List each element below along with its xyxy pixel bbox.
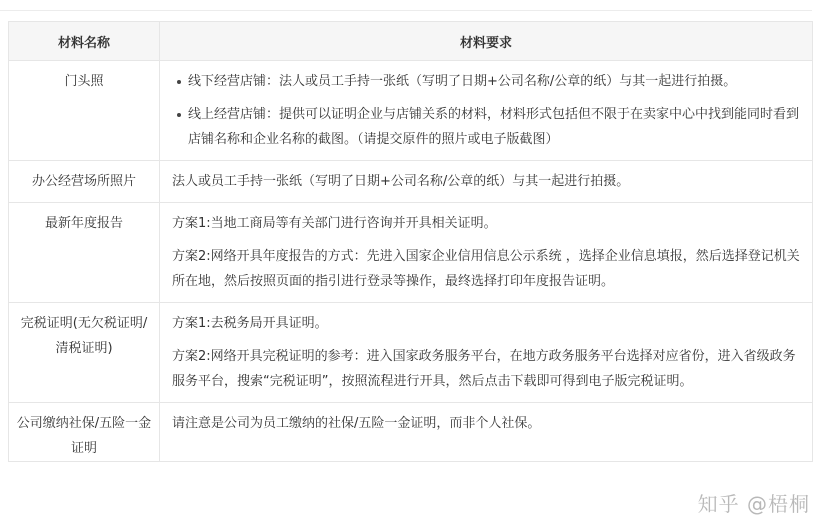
- requirement-paragraph: 请注意是公司为员工缴纳的社保/五险一金证明，而非个人社保。: [172, 416, 541, 431]
- materials-table: [8, 21, 813, 462]
- table-row: [9, 303, 813, 403]
- requirement-paragraph: 方案1:当地工商局等有关部门进行咨询并开具相关证明。: [172, 216, 497, 231]
- requirement-bullet: 线下经营店铺：法人或员工手持一张纸（写明了日期+公司名称/公章的纸）与其一起进行拍摄。: [172, 69, 802, 94]
- table-row: [9, 403, 813, 462]
- requirement-paragraph: 方案2:网络开具年度报告的方式：先进入国家企业信用信息公示系统 ，选择企业信息填报，然后选择登记机关所在地，然后按照页面的指引进行登录等操作，最终选择打印年度报告证明。: [172, 249, 800, 289]
- header-material-name: 材料名称: [9, 22, 160, 61]
- requirement-bullet: 线上经营店铺：提供可以证明企业与店铺关系的材料，材料形式包括但不限于在卖家中心中找到能同时看到店铺名称和企业名称的截图。（请提交原件的照片或电子版截图）: [172, 102, 802, 152]
- top-divider: [0, 10, 812, 11]
- requirement-paragraph: 方案2:网络开具完税证明的参考：进入国家政务服务平台，在地方政务服务平台选择对应省份，进入省级政务服务平台，搜索“完税证明”，按照流程进行开具，然后点击下载即可得到电子版完税证明。: [172, 349, 796, 389]
- requirement-paragraph: 方案1:去税务局开具证明。: [172, 316, 328, 331]
- table-header-row: [9, 22, 813, 61]
- requirement-paragraph: 法人或员工手持一张纸（写明了日期+公司名称/公章的纸）与其一起进行拍摄。: [172, 174, 630, 189]
- material-requirement-cell: [160, 203, 813, 303]
- table-row: [9, 61, 813, 161]
- zhihu-watermark: 知乎 @梧桐: [697, 492, 810, 516]
- header-material-requirement: 材料要求: [160, 22, 813, 61]
- material-requirement-cell: [160, 403, 813, 462]
- material-requirement-cell: [160, 303, 813, 403]
- material-requirement-cell: [160, 161, 813, 203]
- table-row: [9, 203, 813, 303]
- material-name-cell: 办公经营场所照片: [9, 161, 160, 203]
- material-name-cell: 门头照: [9, 61, 160, 161]
- material-name-cell: 完税证明(无欠税证明/清税证明): [9, 303, 160, 403]
- requirement-bullet-list: [172, 69, 802, 152]
- material-name-cell: 最新年度报告: [9, 203, 160, 303]
- material-name-cell: 公司缴纳社保/五险一金证明: [9, 403, 160, 462]
- material-requirement-cell: [160, 61, 813, 161]
- table-row: [9, 161, 813, 203]
